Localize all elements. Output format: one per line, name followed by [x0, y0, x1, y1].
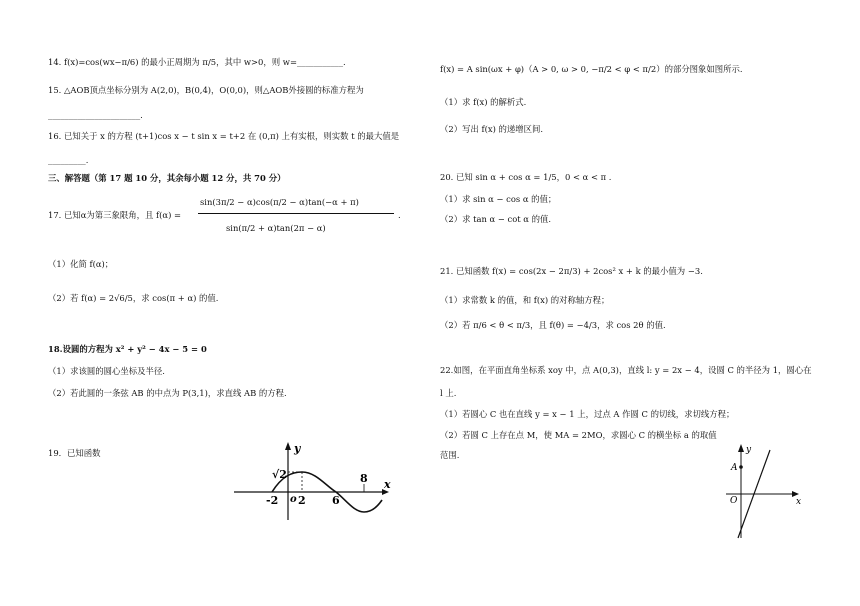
- question-14: 14. f(x)=cos(wx−π/6) 的最小正周期为 π/5，其中 w>0，则 w=___________.: [48, 57, 346, 67]
- q17-period: .: [398, 210, 401, 220]
- q22-x-label: x: [796, 497, 802, 507]
- section-heading-3: 三、解答题（第 17 题 10 分，其余每小题 12 分，共 70 分）: [48, 173, 286, 183]
- question-17: 17. 已知α为第三象限角，且 f(α) =: [48, 210, 182, 220]
- q19-x-label: x: [384, 478, 391, 491]
- q22-coordinate-graph: [726, 442, 806, 540]
- question-16-blank: _________.: [48, 155, 89, 165]
- question-18-part-2: （2）若此圆的一条弦 AB 的中点为 P(3,1)，求直线 AB 的方程.: [48, 388, 287, 398]
- question-21-part-2: （2）若 π/6 < θ < π/3，且 f(θ) = −4/3，求 cos 2θ 的值.: [440, 320, 666, 330]
- question-15: 15. △AOB顶点坐标分别为 A(2,0)，B(0,4)，O(0,0)，则△AOB外接圆的标准方程为: [48, 85, 364, 95]
- q19-sine-graph: [232, 436, 398, 522]
- question-20-part-1: （1）求 sin α − cos α 的值；: [440, 194, 557, 204]
- q19-origin-label: o: [290, 494, 297, 505]
- question-18-part-1: （1）求该圆的圆心坐标及半径.: [48, 366, 165, 376]
- q17-numerator: sin(3π/2 − α)cos(π/2 − α)tan(−α + π): [200, 197, 359, 207]
- q22-y-label: y: [746, 445, 752, 455]
- question-22-part-1: （1）若圆心 C 也在直线 y = x − 1 上，过点 A 作圆 C 的切线，求切线方程；: [440, 409, 735, 419]
- question-22-line-2: l 上.: [440, 388, 457, 398]
- question-16: 16. 已知关于 x 的方程 (t+1)cos x − t sin x = t+2 在 (0,π) 上有实根，则实数 t 的最大值是: [48, 131, 400, 141]
- q17-denominator: sin(π/2 + α)tan(2π − α): [226, 223, 326, 233]
- q22-origin-label: O: [730, 496, 738, 506]
- question-18: 18.设圆的方程为 x² + y² − 4x − 5 = 0: [48, 344, 207, 354]
- question-19: 19．已知函数: [48, 448, 101, 458]
- question-19-part-2: （2）写出 f(x) 的递增区间.: [440, 124, 544, 134]
- q19-tick-8-label: 8: [360, 472, 368, 485]
- question-19-continued: f(x) = A sin(ωx + φ)（A > 0, ω > 0, −π/2 < φ < π/2）的部分图象如图所示.: [440, 64, 743, 74]
- question-22: 22.如图，在平面直角坐标系 xoy 中，点 A(0,3)，直线 l: y = 2x − 4，设圆 C 的半径为 1，圆心在: [440, 365, 812, 375]
- q22-point-a-label: A: [731, 463, 738, 473]
- question-15-blank: ______________________.: [48, 110, 143, 120]
- q19-tick-6: 6: [332, 494, 340, 507]
- question-22-part-2-end: 范围.: [440, 450, 460, 460]
- question-20: 20. 已知 sin α + cos α = 1/5，0 < α < π .: [440, 172, 612, 182]
- question-21: 21. 已知函数 f(x) = cos(2x − 2π/3) + 2cos² x + k 的最小值为 −3.: [440, 266, 703, 276]
- q17-fraction-bar: [198, 213, 394, 214]
- question-20-part-2: （2）求 tan α − cot α 的值.: [440, 214, 552, 224]
- question-21-part-1: （1）求常数 k 的值，和 f(x) 的对称轴方程；: [440, 295, 610, 305]
- question-19-part-1: （1）求 f(x) 的解析式.: [440, 97, 527, 107]
- q19-tick-2: 2: [298, 494, 306, 507]
- q22-y-arrow-icon: [738, 444, 744, 452]
- q22-point-a-marker: [739, 465, 743, 469]
- question-22-part-2: （2）若圆 C 上存在点 M，使 MA = 2MO，求圆心 C 的横坐标 a 的取值: [440, 430, 717, 440]
- question-17-part-1: （1）化简 f(α)；: [48, 259, 114, 269]
- question-17-part-2: （2）若 f(α) = 2√6/5，求 cos(π + α) 的值.: [48, 293, 219, 303]
- q19-y-arrow-icon: [285, 442, 291, 450]
- q19-tick-neg2: -2: [266, 494, 279, 507]
- q19-peak-label: √2: [272, 468, 287, 481]
- q19-y-label: y: [294, 442, 301, 455]
